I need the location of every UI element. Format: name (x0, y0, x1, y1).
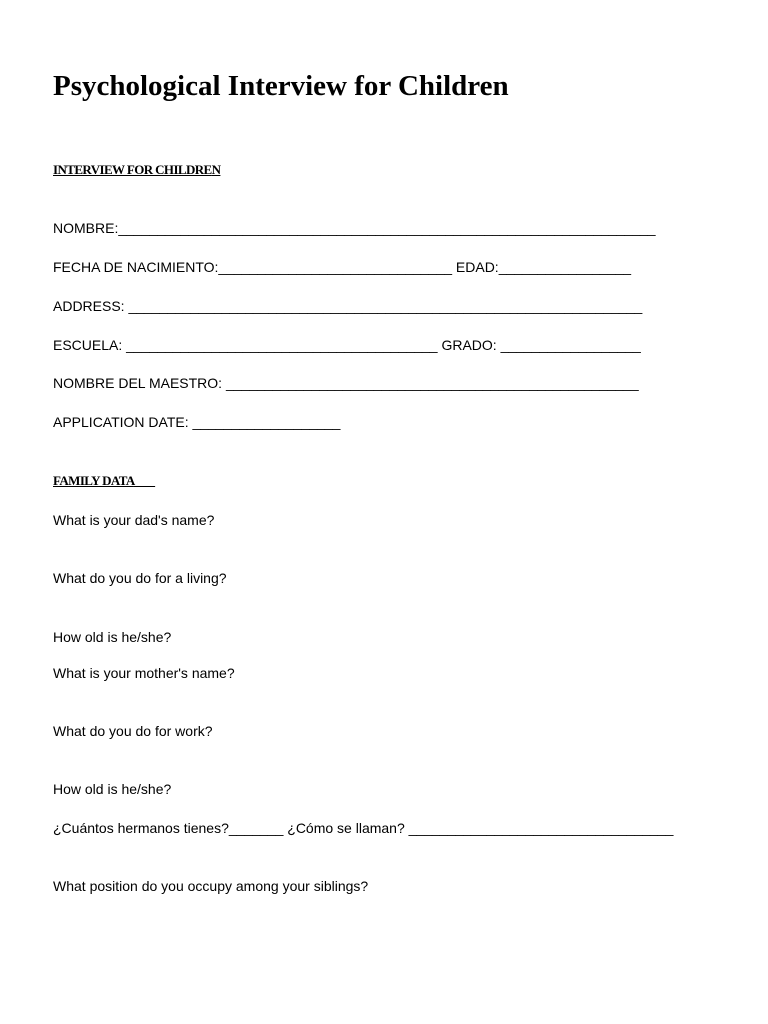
question-sibling-position: What position do you occupy among your siblings? (53, 878, 369, 894)
question-mother-work: What do you do for work? (53, 723, 213, 739)
family-heading-text: FAMILY DATA (53, 473, 134, 488)
question-siblings[interactable]: ¿Cuántos hermanos tienes?_______ ¿Cómo se llaman? __________________________________ (53, 820, 674, 836)
question-dad-name: What is your dad's name? (53, 512, 215, 528)
interview-section-heading (53, 161, 220, 179)
document-title: Psychological Interview for Children (53, 70, 509, 102)
question-dad-living: What do you do for a living? (53, 570, 227, 586)
interview-heading-tail: N (211, 162, 221, 177)
family-heading-pad (134, 473, 155, 488)
address-field[interactable]: ADDRESS: __________________________________________________________________ (53, 298, 643, 314)
question-mother-name: What is your mother's name? (53, 665, 235, 681)
maestro-field[interactable]: NOMBRE DEL MAESTRO: _____________________________________________________ (53, 375, 639, 391)
question-dad-age: How old is he/she? (53, 629, 172, 645)
nombre-field[interactable]: NOMBRE:_____________________________________________________________________ (53, 220, 656, 236)
escuela-grado-field[interactable]: ESCUELA: ________________________________________ GRADO: __________________ (53, 337, 641, 353)
family-section-heading (53, 472, 155, 490)
question-mother-age: How old is he/she? (53, 781, 172, 797)
application-date-field[interactable]: APPLICATION DATE: ___________________ (53, 414, 341, 430)
fecha-edad-field[interactable]: FECHA DE NACIMIENTO:______________________________ EDAD:_________________ (53, 259, 632, 275)
interview-heading-underlined: INTERVIEW FOR CHILDRE (53, 162, 212, 177)
